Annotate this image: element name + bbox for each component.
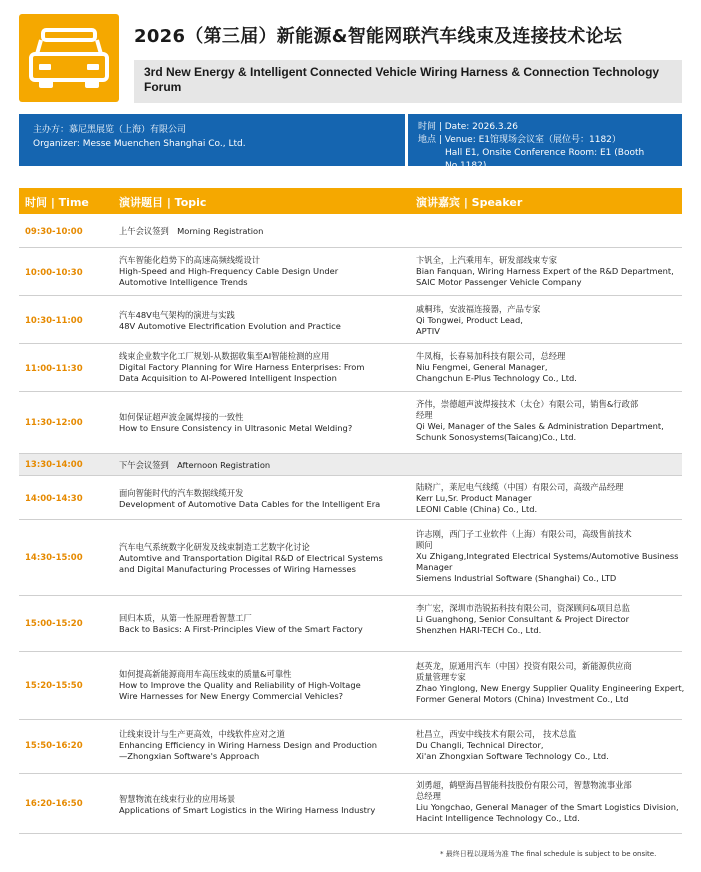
speaker-line: Former General Motors (China) Investment Co., Ltd — [416, 694, 629, 704]
speaker-line: 齐伟，崇德超声波焊接技术（太仓）有限公司，销售&行政部 — [416, 399, 639, 409]
speaker-line: Xi'an Zhongxian Software Technology Co., Ltd. — [416, 751, 609, 761]
speaker-line: 杜昌立，西安中线技术有限公司， 技术总监 — [416, 729, 577, 739]
speaker-line: Liu Yongchao, General Manager of the Smart Logistics Division, — [416, 802, 679, 812]
row-time: 09:30-10:00 — [25, 227, 83, 237]
speaker-line: SAIC Motor Passenger Vehicle Company — [416, 277, 582, 287]
row-topic — [119, 542, 409, 575]
speaker-line: 戚桐玮，安波福连接器，产品专家 — [416, 304, 541, 314]
speaker-line: 顾问 — [416, 540, 433, 550]
speaker-line: Bian Fanquan, Wiring Harness Expert of the R&D Department, — [416, 266, 674, 276]
schedule-row-break — [19, 454, 682, 476]
row-topic — [119, 351, 409, 384]
row-topic — [119, 613, 409, 635]
speaker-line: Kerr Lu,Sr. Product Manager — [416, 493, 532, 503]
row-topic — [119, 226, 409, 237]
topic-line: High-Speed and High-Frequency Cable Design Under — [119, 266, 339, 276]
speaker-line: Niu Fengmei, General Manager, — [416, 362, 548, 372]
title-en-box — [134, 60, 682, 103]
row-speaker — [416, 255, 682, 288]
topic-line: 汽车电气系统数字化研发及线束制造工艺数字化讨论 — [119, 542, 310, 552]
schedule-row — [19, 392, 682, 454]
topic-line: 如何提高新能源商用车高压线束的质量&可靠性 — [119, 669, 292, 679]
organizer-cn: 主办方：慕尼黑展览（上海）有限公司 — [33, 125, 187, 135]
row-time: 11:00-11:30 — [25, 364, 83, 374]
schedule-row — [19, 344, 682, 392]
col-speaker-header: 演讲嘉宾 | Speaker — [416, 196, 523, 209]
speaker-line: Siemens Industrial Software (Shanghai) Co., LTD — [416, 573, 617, 583]
organizer-en: Organizer: Messe Muenchen Shanghai Co., Ltd. — [33, 139, 246, 149]
row-time: 15:20-15:50 — [25, 681, 83, 691]
speaker-line: 卞钒全，上汽乘用车，研发部线束专家 — [416, 255, 558, 265]
speaker-line: 陆晓广，莱尼电气线缆（中国）有限公司，高级产品经理 — [416, 482, 624, 492]
schedule-row — [19, 652, 685, 720]
venue-en: Hall E1, Onsite Conference Room: E1 (Booth No.1182) — [445, 148, 645, 171]
topic-line: Back to Basics: A First-Principles View of the Smart Factory — [119, 624, 363, 634]
speaker-line: Qi Tongwei, Product Lead, — [416, 315, 523, 325]
row-topic — [119, 669, 409, 702]
topic-line: How to Improve the Quality and Reliability of High-Voltage — [119, 680, 361, 690]
row-time: 13:30-14:00 — [25, 460, 83, 470]
row-speaker — [416, 482, 682, 515]
schedule-row — [19, 596, 682, 652]
speaker-line: Manager — [416, 562, 453, 572]
topic-line: 汽车智能化趋势下的高速高频线缆设计 — [119, 255, 261, 265]
topic-line: 48V Automotive Electrification Evolution and Practice — [119, 321, 341, 331]
topic-line: Applications of Smart Logistics in the Wiring Harness Industry — [119, 805, 376, 815]
col-time-header: 时间 | Time — [25, 196, 89, 209]
row-speaker — [416, 661, 685, 705]
page-title-cn: 2026（第三届）新能源&智能网联汽车线束及连接技术论坛 — [134, 26, 623, 47]
row-topic — [119, 255, 409, 288]
speaker-line: 牛凤梅，长春易加科技有限公司，总经理 — [416, 351, 566, 361]
topic-line: and Digital Manufacturing Processes of Wiring Harnesses — [119, 564, 356, 574]
row-time: 15:50-16:20 — [25, 741, 83, 751]
speaker-line: Hacint Intelligence Technology Co., Ltd. — [416, 813, 580, 823]
speaker-line: 质量管理专家 — [416, 672, 466, 682]
schedule-row — [19, 720, 682, 774]
speaker-line: 经理 — [416, 410, 433, 420]
speaker-line: 总经理 — [416, 791, 441, 801]
speaker-line: Changchun E-Plus Technology Co., Ltd. — [416, 373, 577, 383]
row-topic — [119, 460, 409, 471]
schedule-row — [19, 296, 682, 344]
row-topic — [119, 310, 409, 332]
schedule-row — [19, 248, 682, 296]
speaker-line: 许志刚，西门子工业软件（上海）有限公司，高级售前技术 — [416, 529, 632, 539]
row-topic — [119, 412, 409, 434]
row-time: 15:00-15:20 — [25, 619, 83, 629]
speaker-line: APTIV — [416, 326, 440, 336]
topic-line: —Zhongxian Software's Approach — [119, 751, 260, 761]
topic-line: 下午会议签到 Afternoon Registration — [119, 460, 271, 470]
row-speaker — [416, 529, 682, 584]
row-speaker — [416, 304, 682, 337]
speaker-line: Qi Wei, Manager of the Sales & Administration Department, — [416, 421, 664, 431]
row-time: 10:00-10:30 — [25, 268, 83, 278]
speaker-line: 赵英龙，原通用汽车（中国）投资有限公司，新能源供应商 — [416, 661, 632, 671]
row-speaker — [416, 603, 682, 636]
topic-line: Data Acquisition to AI-Powered Intelligent Inspection — [119, 373, 337, 383]
speaker-line: 李广宏，深圳市浩锐拓科技有限公司，资深顾问&项目总监 — [416, 603, 630, 613]
page-title-en: 3rd New Energy & Intelligent Connected Vehicle Wiring Harness & Connection Technology Forum — [144, 65, 660, 94]
row-topic — [119, 794, 409, 816]
col-topic-header: 演讲题目 | Topic — [119, 196, 207, 209]
row-topic — [119, 488, 409, 510]
row-time: 14:00-14:30 — [25, 494, 83, 504]
row-time: 14:30-15:00 — [25, 553, 83, 563]
speaker-line: Du Changli, Technical Director, — [416, 740, 544, 750]
topic-line: 回归本质，从第一性原理看智慧工厂 — [119, 613, 252, 623]
schedule-row — [19, 476, 682, 520]
venue-panel — [408, 114, 682, 171]
speaker-line: Shenzhen HARI-TECH Co., Ltd. — [416, 625, 542, 635]
forum-logo — [19, 14, 119, 102]
schedule-table-header — [19, 188, 682, 214]
event-date: 时间 | Date: 2026.3.26 — [418, 122, 518, 132]
speaker-line: 刘勇超，鹤壁海昌智能科技股份有限公司，智慧物流事业部 — [416, 780, 632, 790]
schedule-row — [19, 520, 682, 596]
row-time: 11:30-12:00 — [25, 418, 83, 428]
row-speaker — [416, 729, 682, 762]
topic-line: 上午会议签到 Morning Registration — [119, 226, 264, 236]
speaker-line: Zhao Yinglong, New Energy Supplier Quality Engineering Expert, — [416, 683, 685, 693]
row-speaker — [416, 399, 682, 443]
row-speaker — [416, 780, 682, 824]
speaker-line: LEONI Cable (China) Co., Ltd. — [416, 504, 538, 514]
venue-cn: 地点 | Venue: E1馆现场会议室（展位号：1182） — [418, 135, 621, 145]
row-time: 16:20-16:50 — [25, 799, 83, 809]
topic-line: Automtive and Transportation Digital R&D of Electrical Systems — [119, 553, 383, 563]
schedule-row — [19, 774, 682, 834]
topic-line: 如何保证超声波金属焊接的一致性 — [119, 412, 244, 422]
speaker-line: Xu Zhigang,Integrated Electrical Systems/Automotive Business — [416, 551, 679, 561]
topic-line: Enhancing Efficiency in Wiring Harness Design and Production — [119, 740, 378, 750]
topic-line: Wire Harnesses for New Energy Commercial Vehicles? — [119, 691, 344, 701]
topic-line: How to Ensure Consistency in Ultrasonic Metal Welding? — [119, 423, 353, 433]
speaker-line: Li Guanghong, Senior Consultant & Project Director — [416, 614, 630, 624]
topic-line: 让线束设计与生产更高效，中线软件应对之道 — [119, 729, 285, 739]
row-topic — [119, 729, 409, 762]
topic-line: Automotive Intelligence Trends — [119, 277, 248, 287]
topic-line: 智慧物流在线束行业的应用场景 — [119, 794, 236, 804]
topic-line: 面向智能时代的汽车数据线缆开发 — [119, 488, 244, 498]
footnote: * 最终日程以现场为准 The final schedule is subject to be onsite. — [440, 850, 657, 858]
topic-line: Development of Automotive Data Cables for the Intelligent Era — [119, 499, 381, 509]
topic-line: 线束企业数字化工厂规划-从数据收集至AI智能检测的应用 — [119, 351, 330, 361]
schedule-row — [19, 214, 682, 248]
row-time: 10:30-11:00 — [25, 316, 83, 326]
topic-line: Digital Factory Planning for Wire Harness Enterprises: From — [119, 362, 365, 372]
car-icon — [19, 14, 119, 102]
topic-line: 汽车48V电气架构的演进与实践 — [119, 310, 235, 320]
organizer-panel — [19, 114, 405, 166]
speaker-line: Schunk Sonosystems(Taicang)Co., Ltd. — [416, 432, 577, 442]
row-speaker — [416, 351, 682, 384]
